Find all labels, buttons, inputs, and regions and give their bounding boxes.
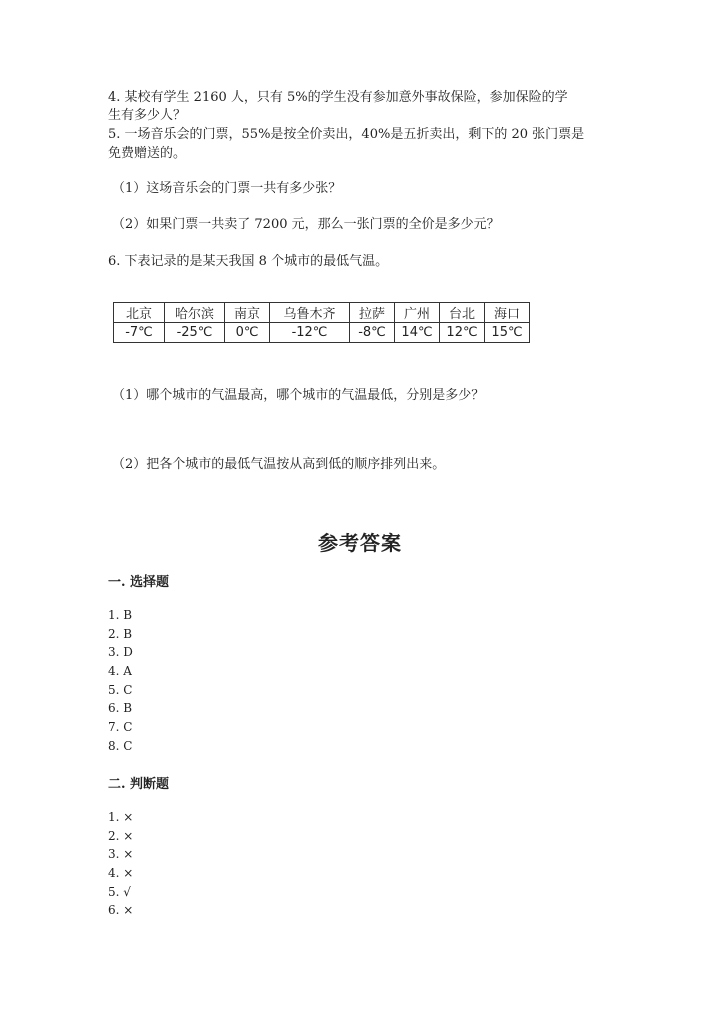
temp-cell: 12℃ [440, 323, 485, 343]
table-row [114, 323, 530, 343]
temp-cell: 0℃ [225, 323, 270, 343]
temp-cell: -8℃ [350, 323, 395, 343]
city-cell: 哈尔滨 [165, 303, 225, 323]
list-item: 1. B [108, 608, 133, 622]
question-5-line-1: 5. 一场音乐会的门票，55%是按全价卖出，40%是五折卖出，剩下的 20 张门票是 [108, 127, 585, 142]
answers-title: 参考答案 [318, 531, 402, 555]
list-item: 6. × [108, 903, 134, 918]
city-cell: 广州 [395, 303, 440, 323]
table-row [114, 303, 530, 323]
question-4-line-1: 4. 某校有学生 2160 人，只有 5%的学生没有参加意外事故保险，参加保险的学 [108, 90, 568, 105]
list-item: 3. × [108, 847, 134, 862]
list-item: 3. D [108, 645, 133, 660]
list-item: 8. C [108, 738, 133, 753]
list-item: 2. × [108, 828, 134, 843]
list-item: 6. B [108, 701, 133, 716]
list-item: 5. √ [108, 884, 131, 899]
city-cell: 海口 [485, 303, 530, 323]
city-cell: 南京 [225, 303, 270, 323]
temp-cell: -12℃ [270, 323, 350, 343]
temperature-table [113, 302, 530, 343]
city-cell: 北京 [114, 303, 165, 323]
question-6-sub-1: （1）哪个城市的气温最高，哪个城市的气温最低，分别是多少？ [112, 388, 485, 403]
city-cell: 乌鲁木齐 [270, 303, 350, 323]
temp-cell: 15℃ [485, 323, 530, 343]
question-4-line-2: 生有多少人？ [108, 108, 187, 123]
list-item: 1. × [108, 810, 134, 824]
question-5-sub-1: （1）这场音乐会的门票一共有多少张？ [112, 181, 342, 196]
list-item: 2. B [108, 626, 133, 641]
city-cell: 拉萨 [350, 303, 395, 323]
section-1-title: 一. 选择题 [108, 575, 170, 590]
city-cell: 台北 [440, 303, 485, 323]
temp-cell: -25℃ [165, 323, 225, 343]
section-2-title: 二. 判断题 [108, 777, 170, 792]
question-6-sub-2: （2）把各个城市的最低气温按从高到低的顺序排列出来。 [112, 457, 446, 472]
list-item: 4. A [108, 664, 132, 679]
list-item: 5. C [108, 682, 133, 697]
section-1-answers [108, 606, 133, 756]
temp-cell: 14℃ [395, 323, 440, 343]
list-item: 7. C [108, 720, 133, 735]
temp-cell: -7℃ [114, 323, 165, 343]
list-item: 4. × [108, 866, 134, 881]
question-5-line-2: 免费赠送的。 [108, 146, 187, 161]
section-2-answers [108, 808, 133, 920]
question-6-line-1: 6. 下表记录的是某天我国 8 个城市的最低气温。 [108, 254, 389, 269]
question-5-sub-2: （2）如果门票一共卖了 7200 元，那么一张门票的全价是多少元？ [112, 217, 500, 232]
